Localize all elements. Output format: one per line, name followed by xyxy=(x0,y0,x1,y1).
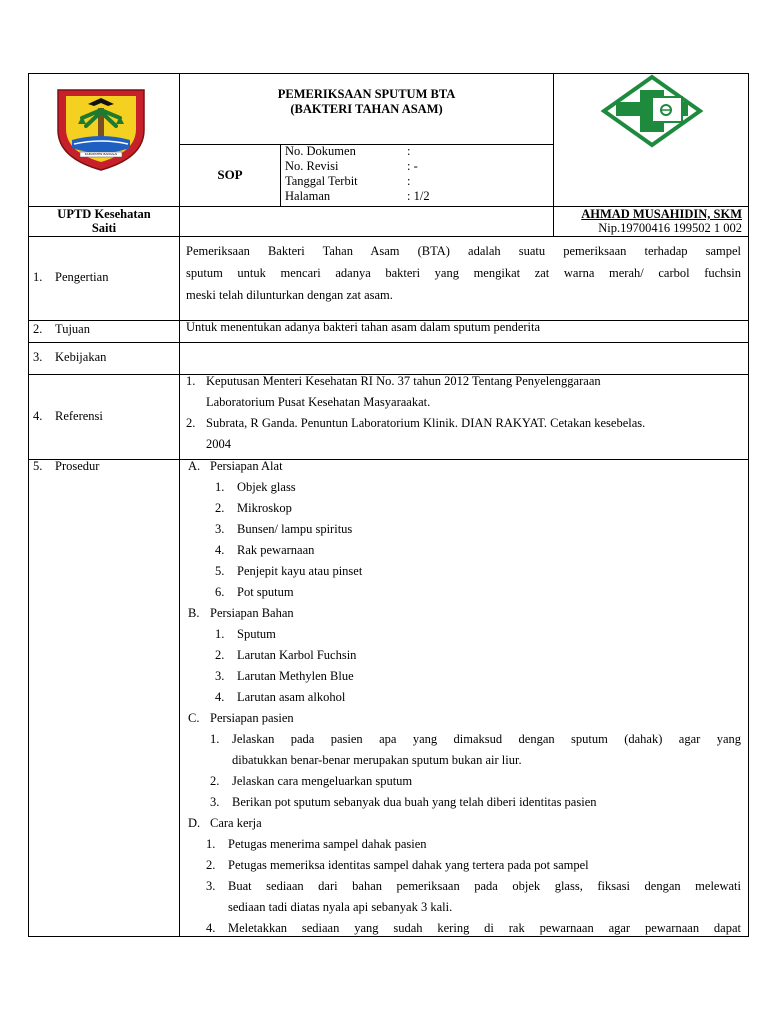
document-title xyxy=(180,87,553,117)
list-item: Meletakkan sediaan yang sudah kering di rak pewarnaan agar pewarnaan dapat xyxy=(228,921,741,935)
section-number: 5. xyxy=(33,459,43,473)
referensi-item-number: 2. xyxy=(186,416,196,430)
list-item: Mikroskop xyxy=(237,501,292,515)
logo-caption: KABUPATEN BANGGAI xyxy=(84,152,118,156)
title-line-2: (BAKTERI TAHAN ASAM) xyxy=(290,102,443,116)
organization-name xyxy=(29,207,179,235)
section-label-tujuan: Tujuan xyxy=(55,322,90,336)
list-item: Buat sediaan dari bahan pemeriksaan pada objek glass, fiksasi dengan melewati xyxy=(228,879,741,893)
section-number: 2. xyxy=(33,322,43,336)
list-item-number: 3. xyxy=(215,669,225,683)
subsection-title: Persiapan pasien xyxy=(210,711,294,725)
list-item: Objek glass xyxy=(237,480,296,494)
referensi-item-text: Keputusan Menteri Kesehatan RI No. 37 tahun 2012 Tentang Penyelenggaraan xyxy=(206,374,601,388)
subsection-title: Persiapan Bahan xyxy=(210,606,294,620)
list-item: Larutan Methylen Blue xyxy=(237,669,354,683)
list-item-number: 1. xyxy=(215,627,225,641)
list-item: Jelaskan pada pasien apa yang dimaksud dengan sputum (dahak) agar yang xyxy=(232,732,741,746)
referensi-item-number: 1. xyxy=(186,374,196,388)
list-item-number: 2. xyxy=(215,501,225,515)
subsection-title: Persiapan Alat xyxy=(210,459,283,473)
list-item-number: 2. xyxy=(210,774,220,788)
section-label-pengertian: Pengertian xyxy=(55,270,109,284)
list-item: Rak pewarnaan xyxy=(237,543,315,557)
list-item-number: 5. xyxy=(215,564,225,578)
list-item: Petugas memeriksa identitas sampel dahak yang tertera pada pot sampel xyxy=(228,858,589,872)
list-item: Pot sputum xyxy=(237,585,294,599)
list-item: Petugas menerima sampel dahak pasien xyxy=(228,837,427,851)
list-item-number: 3. xyxy=(210,795,220,809)
list-item: Sputum xyxy=(237,627,276,641)
subsection-letter: B. xyxy=(188,606,200,620)
official-signatory xyxy=(554,207,748,235)
tujuan-text: Untuk menentukan adanya bakteri tahan asam dalam sputum penderita xyxy=(186,320,541,334)
list-item-number: 2. xyxy=(215,648,225,662)
meta-label: Tanggal Terbit xyxy=(285,174,358,188)
list-item-number: 4. xyxy=(215,690,225,704)
meta-value: : - xyxy=(407,159,418,173)
official-name: AHMAD MUSAHIDIN, SKM xyxy=(581,207,742,221)
section-label-kebijakan: Kebijakan xyxy=(55,350,107,364)
subsection-letter: C. xyxy=(188,711,200,725)
official-nip: Nip.19700416 199502 1 002 xyxy=(598,221,742,235)
list-item-number: 1. xyxy=(215,480,225,494)
list-item-number: 6. xyxy=(215,585,225,599)
meta-value: : 1/2 xyxy=(407,189,430,203)
meta-value: : xyxy=(407,144,411,158)
org-line-2: Saiti xyxy=(91,221,117,235)
list-item: Jelaskan cara mengeluarkan sputum xyxy=(232,774,413,788)
referensi-item-text: Laboratorium Pusat Kesehatan Masyaraakat. xyxy=(206,395,431,409)
list-item-number: 1. xyxy=(206,837,216,851)
org-line-1: UPTD Kesehatan xyxy=(57,207,151,221)
meta-label: Halaman xyxy=(285,189,331,203)
subsection-letter: A. xyxy=(188,459,201,473)
pengertian-line: Pemeriksaan Bakteri Tahan Asam (BTA) adalah suatu pemeriksaan terhadap sampel xyxy=(186,244,741,258)
list-item: Penjepit kayu atau pinset xyxy=(237,564,363,578)
meta-value: : xyxy=(407,174,411,188)
regional-logo xyxy=(52,84,150,172)
section-number: 1. xyxy=(33,270,43,284)
section-label-prosedur: Prosedur xyxy=(55,459,100,473)
list-item: Bunsen/ lampu spiritus xyxy=(237,522,353,536)
section-label-referensi: Referensi xyxy=(55,409,103,423)
subsection-letter: D. xyxy=(188,816,201,830)
list-item-number: 3. xyxy=(206,879,216,893)
section-number: 3. xyxy=(33,350,43,364)
list-item-number: 4. xyxy=(215,543,225,557)
referensi-item-text: Subrata, R Ganda. Penuntun Laboratorium Klinik. DIAN RAKYAT. Cetakan kesebelas. xyxy=(206,416,646,430)
meta-label: No. Dokumen xyxy=(285,144,356,158)
sop-label: SOP xyxy=(217,167,243,182)
list-item-continuation: sediaan tadi diatas nyala api sebanyak 3 kali. xyxy=(228,900,453,914)
list-item-number: 2. xyxy=(206,858,216,872)
pengertian-line: meski telah dilunturkan dengan zat asam. xyxy=(186,288,393,302)
meta-label: No. Revisi xyxy=(285,159,339,173)
pengertian-line: sputum untuk mencari adanya bakteri yang mengikat zat warna merah/ carbol fuchsin xyxy=(186,266,741,280)
title-line-1: PEMERIKSAAN SPUTUM BTA xyxy=(277,87,456,101)
list-item-number: 3. xyxy=(215,522,225,536)
section-number: 4. xyxy=(33,409,43,423)
list-item-number: 4. xyxy=(206,921,216,935)
referensi-item-text: 2004 xyxy=(206,437,231,451)
list-item: Larutan asam alkohol xyxy=(237,690,346,704)
subsection-title: Cara kerja xyxy=(210,816,262,830)
list-item: Larutan Karbol Fuchsin xyxy=(237,648,357,662)
list-item-number: 1. xyxy=(210,732,220,746)
list-item-continuation: dibatukkan benar-benar merupakan sputum bukan air liur. xyxy=(232,753,522,767)
puskesmas-logo xyxy=(600,74,704,148)
list-item: Berikan pot sputum sebanyak dua buah yang telah diberi identitas pasien xyxy=(232,795,597,809)
